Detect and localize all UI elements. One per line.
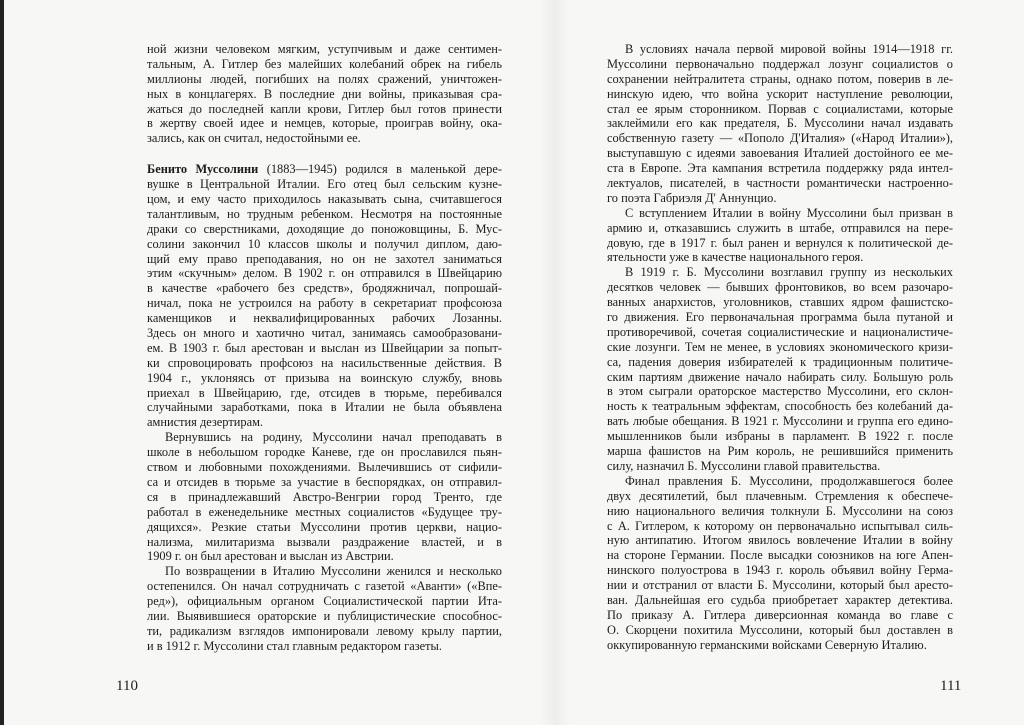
text-line: ван. Дальнейшая его судьба приобретает характер детектива.	[607, 592, 953, 607]
text-line: нии и отстранил от власти Б. Муссолини, который был аресто-	[607, 578, 953, 593]
text-line: этим «скучным» делом. В 1902 г. он отправился в Швейцарию	[147, 266, 502, 281]
text-line: в жертву своей идее и немцев, которые, проиграв войну, ока-	[147, 116, 502, 131]
text-line: дящихся». Резкие статьи Муссолини против церкви, нацио-	[147, 519, 502, 534]
text-line: нализма, милитаризма вызвали раздражение властей, и в	[147, 534, 502, 549]
text-line: В условиях начала первой мировой войны 1914—1918 гг.	[625, 42, 953, 56]
paragraph	[147, 162, 502, 430]
text-line: драки со сверстниками, доходящие до поножовщины, Б. Мус-	[147, 221, 502, 236]
bold-name-lead: Бенито Муссолини	[147, 162, 259, 177]
line-text: (1883—1945) родился в маленькой дере-	[258, 162, 502, 177]
text-line: Финал правления Б. Муссолини, продолжавшегося более	[625, 473, 953, 488]
text-line: нию национального величия толкнули Б. Муссолини на союз	[607, 503, 953, 518]
left-page	[147, 42, 502, 654]
text-line: По возвращении в Италию Муссолини женился и несколько	[165, 564, 502, 579]
paragraph	[607, 206, 953, 266]
text-line: ти, радикализм взглядов импонировали левому крылу партии,	[147, 623, 502, 638]
text-line: ством и любовными похождениями. Вылечившись от сифили-	[147, 460, 502, 475]
text-line: го движения. Его первоначальная программа была путаной и	[607, 310, 953, 325]
paragraph	[147, 564, 502, 653]
text-line: ничал, пока не устроился на работу в секретариат профсоюза	[147, 296, 502, 311]
text-line: и в 1912 г. Муссолини стал главным редактором газеты.	[147, 638, 442, 653]
right-page	[607, 42, 953, 653]
text-line: цом, и ему часто приходилось наказывать сына, считавшегося	[147, 192, 502, 207]
page-number-left: 110	[116, 678, 138, 694]
text-line: ность к театральным эффектам, способность без колебаний да-	[607, 399, 953, 414]
text-line: десятков человек — бывших фронтовиков, во всем разочаро-	[607, 280, 953, 295]
text-line: В 1919 г. Б. Муссолини возглавил группу из нескольких	[625, 265, 953, 280]
text-line: са и отсидев в тюрьме за участие в беспорядках, он отправил-	[147, 474, 502, 489]
paragraph	[147, 430, 502, 564]
text-line: ятельности уже в качестве национального героя.	[607, 250, 864, 265]
text-line: 1909 г. он был арестован и выслан из Австрии.	[147, 549, 394, 564]
text-line: силу, назначил Б. Муссолини главой правительства.	[607, 458, 881, 473]
text-line: тальным, А. Гитлер без малейших колебаний обрек на гибель	[147, 56, 502, 71]
paragraph	[607, 474, 953, 653]
text-line: са, падения доверия избирателей к традиционным политиче-	[607, 354, 953, 369]
text-line: выступавшую с идеями завоевания Италией достойного ее ме-	[607, 146, 953, 161]
text-line: Муссолини первоначально поддержал лозунг социалистов о	[607, 56, 953, 71]
text-line: собственную газету — «Пополо Д'Италия» («Народ Италии»),	[607, 131, 953, 146]
text-line: солини закончил 10 классов школы и получил диплом, даю-	[147, 236, 502, 251]
text-line: ную антипатию. Итогом явилось вовлечение Италии в войну	[607, 533, 953, 548]
text-line: По приказу А. Гитлера диверсионная команда во главе с	[607, 607, 953, 622]
text-line: го поэта Габриэля Д' Аннунцио.	[607, 190, 777, 205]
book-gutter	[540, 0, 570, 725]
text-line: случайными заработками, пока в Италии не была объявлена	[147, 400, 502, 415]
text-line: щий ему право преподавания, но он не захотел заниматься	[147, 251, 502, 266]
text-line: заклеймили его как предателя, Б. Муссолини начал издавать	[607, 116, 953, 131]
text-line: двух десятилетий, был плачевным. Стремления к обеспече-	[607, 488, 953, 503]
paragraph	[147, 42, 502, 146]
text-line: в качестве «рабочего без средств», бродяжничал, попрошай-	[147, 281, 502, 296]
text-line: 1904 г., уклоняясь от призыва на воинскую службу, вновь	[147, 370, 502, 385]
text-line: жаться до последней капли крови, Гитлер был готов принести	[147, 101, 502, 116]
text-line: ста в Европе. Эта кампания встретила поддержку ряда интел-	[607, 161, 953, 176]
text-line: Вернувшись на родину, Муссолини начал преподавать в	[165, 430, 502, 445]
scan-edge	[0, 0, 4, 725]
text-line: С вступлением Италии в войну Муссолини был призван в	[625, 205, 953, 220]
text-line: нинского полуострова в 1943 г. король объявил войну Герма-	[607, 563, 953, 578]
text-line: миллионы людей, погибших на полях сражений, уничтожен-	[147, 71, 502, 86]
text-line: в этом сыграли ораторское мастерство Муссолини, его склон-	[607, 384, 953, 399]
text-line: приехал в Швейцарию, где, отсидев в тюрьме, перебивался	[147, 385, 502, 400]
text-line: ся в принадлежавший Австро-Венгрии город Тренто, где	[147, 489, 502, 504]
text-line: вать любые обещания. В 1921 г. Муссолини и группа его едино-	[607, 414, 953, 429]
text-line: марша фашистов на Рим король, не решившийся применить	[607, 444, 953, 459]
text-line: О. Скорцени похитила Муссолини, который был доставлен в	[607, 622, 953, 637]
text-line: противоречивой, сочетая социалистические и националистиче-	[607, 324, 953, 339]
text-line: Здесь он много и хаотично читал, занимаясь самообразовани-	[147, 326, 502, 341]
text-line: каменщиков и неквалифицированных рабочих Лозанны.	[147, 311, 502, 326]
text-line: остепенился. Он начал сотрудничать с газетой «Аванти» («Впе-	[147, 579, 502, 594]
text-line: с А. Гитлером, к которому он первоначально испытывал силь-	[607, 518, 953, 533]
text-line: лии. Выявившиеся ораторские и публицистические способнос-	[147, 608, 502, 623]
text-line: работал в еженедельнике местных социалистов «Будущее тру-	[147, 504, 502, 519]
text-line: армию и, отказавшись служить в штабе, отправился на пере-	[607, 220, 953, 235]
text-line: стал ее ярым сторонником. Порвав с социалистами, которые	[607, 101, 953, 116]
text-line: зались, как он считал, недостойными ее.	[147, 131, 361, 146]
paragraph	[607, 42, 953, 206]
text-line: ред»), официальным органом Социалистической партии Ита-	[147, 594, 502, 609]
text-line: ским партиям движение начало набирать силу. Большую роль	[607, 369, 953, 384]
text-line: ванных анархистов, уголовников, ставших ядром фашистско-	[607, 295, 953, 310]
text-line: амнистия дезертирам.	[147, 415, 264, 430]
text-line: нинскую идею, что война ускорит наступление революции,	[607, 86, 953, 101]
text-line: ем. В 1903 г. был арестован и выслан из Швейцарии за попыт-	[147, 340, 502, 355]
text-line: ские лозунги. Тем не менее, в условиях экономического кризи-	[607, 339, 953, 354]
text-line: лектуалов, писателей, в частности романтически настроенно-	[607, 176, 953, 191]
page-number-right: 111	[940, 678, 962, 694]
text-line: довую, где в 1917 г. был ранен и вернулся к политической де-	[607, 235, 953, 250]
text-line: сохранении нейтралитета страны, однако потом, поверив в ле-	[607, 71, 953, 86]
text-line: талантливым, но трудным ребенком. Несмотря на постоянные	[147, 206, 502, 221]
text-line: на стороне Германии. После высадки союзников на юге Апен-	[607, 548, 953, 563]
text-line: мышленников были избраны в парламент. В 1922 г. после	[607, 429, 953, 444]
text-line: вушке в Центральной Италии. Его отец был сельским кузне-	[147, 177, 502, 192]
paragraph	[607, 265, 953, 473]
text-line: школе в небольшом городке Каневе, где он прославился пьян-	[147, 445, 502, 460]
text-line: оккупированную германскими войсками Северную Италию.	[607, 637, 927, 652]
text-line: ной жизни человеком мягким, уступчивым и даже сентимен-	[147, 42, 502, 56]
text-line: ных в концлагерях. В последние дни войны, приказывая сра-	[147, 86, 502, 101]
text-line: ки спровоцировать профсоюз на насильственные действия. В	[147, 355, 502, 370]
text-line	[147, 162, 502, 177]
